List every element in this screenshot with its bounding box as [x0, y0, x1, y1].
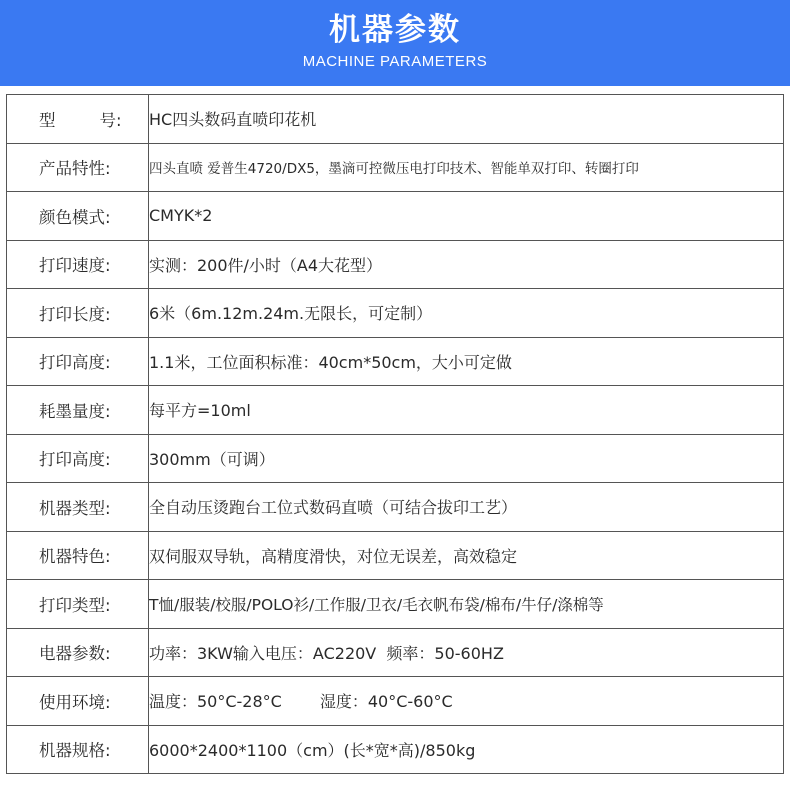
page-title: 机器参数 — [329, 12, 461, 48]
row-label-cell — [7, 725, 149, 774]
row-value: 300mm（可调） — [149, 434, 784, 483]
humidity-value: 湿度：40°C-60°C — [319, 692, 453, 712]
row-label: 打印高度: — [39, 353, 111, 373]
row-value: 6000*2400*1100（cm）(长*宽*高)/850kg — [149, 725, 784, 774]
table-row — [7, 434, 784, 483]
row-value: 双伺服双导轨，高精度滑快，对位无误差，高效稳定 — [149, 531, 784, 580]
table-row — [7, 386, 784, 435]
page-subtitle: MACHINE PARAMETERS — [302, 53, 488, 70]
parameters-table — [6, 94, 784, 774]
header-banner — [0, 0, 790, 86]
row-value: 每平方=10ml — [149, 386, 784, 435]
row-value: CMYK*2 — [149, 192, 784, 241]
row-value: 四头直喷 爱普生4720/DX5，墨滴可控微压电打印技术、智能单双打印、转圈打印 — [149, 143, 784, 192]
row-label — [7, 107, 148, 131]
row-value: HC四头数码直喷印花机 — [149, 95, 784, 144]
row-value: T恤/服装/校服/POLO衫/工作服/卫衣/毛衣帆布袋/棉布/牛仔/涤棉等 — [149, 580, 784, 629]
row-label: 机器类型: — [39, 498, 111, 518]
row-value: 功率：3KW输入电压：AC220V 频率：50-60HZ — [149, 628, 784, 677]
row-value: 全自动压烫跑台工位式数码直喷（可结合拔印工艺） — [149, 483, 784, 532]
row-label: 打印速度: — [39, 256, 111, 276]
row-label: 机器特色: — [39, 547, 111, 567]
table-row — [7, 677, 784, 726]
table-row — [7, 725, 784, 774]
row-label-cell — [7, 240, 149, 289]
row-label: 颜色模式: — [39, 207, 111, 227]
row-label-cell — [7, 143, 149, 192]
row-label-cell — [7, 192, 149, 241]
row-label-cell — [7, 483, 149, 532]
row-value: 实测：200件/小时（A4大花型） — [149, 240, 784, 289]
row-label: 耗墨量度: — [39, 401, 111, 421]
row-label-cell — [7, 386, 149, 435]
row-label-cell — [7, 677, 149, 726]
table-row — [7, 95, 784, 144]
row-label: 使用环境: — [39, 692, 111, 712]
table-row — [7, 337, 784, 386]
row-label: 电器参数: — [39, 644, 111, 664]
temperature-value: 温度：50°C-28°C — [149, 692, 282, 712]
table-row — [7, 580, 784, 629]
label-part-number: 号: — [99, 110, 122, 130]
row-label-cell — [7, 434, 149, 483]
row-label-cell — [7, 580, 149, 629]
row-label: 打印高度: — [39, 450, 111, 470]
table-row — [7, 531, 784, 580]
table-row — [7, 628, 784, 677]
row-value-cell — [149, 677, 784, 726]
row-label-cell — [7, 289, 149, 338]
row-value: 6米（6m.12m.24m.无限长，可定制） — [149, 289, 784, 338]
row-label-cell — [7, 531, 149, 580]
table-row — [7, 483, 784, 532]
row-label-cell — [7, 628, 149, 677]
row-label: 产品特性: — [39, 159, 111, 179]
table-row — [7, 192, 784, 241]
row-label-cell — [7, 337, 149, 386]
row-label: 打印类型: — [39, 595, 111, 615]
table-row — [7, 143, 784, 192]
table-row — [7, 240, 784, 289]
row-label: 机器规格: — [39, 741, 111, 761]
row-label-cell — [7, 95, 149, 144]
row-label: 打印长度: — [39, 304, 111, 324]
row-value: 1.1米，工位面积标准：40cm*50cm，大小可定做 — [149, 337, 784, 386]
table-row — [7, 289, 784, 338]
label-part-model: 型 — [39, 110, 56, 130]
